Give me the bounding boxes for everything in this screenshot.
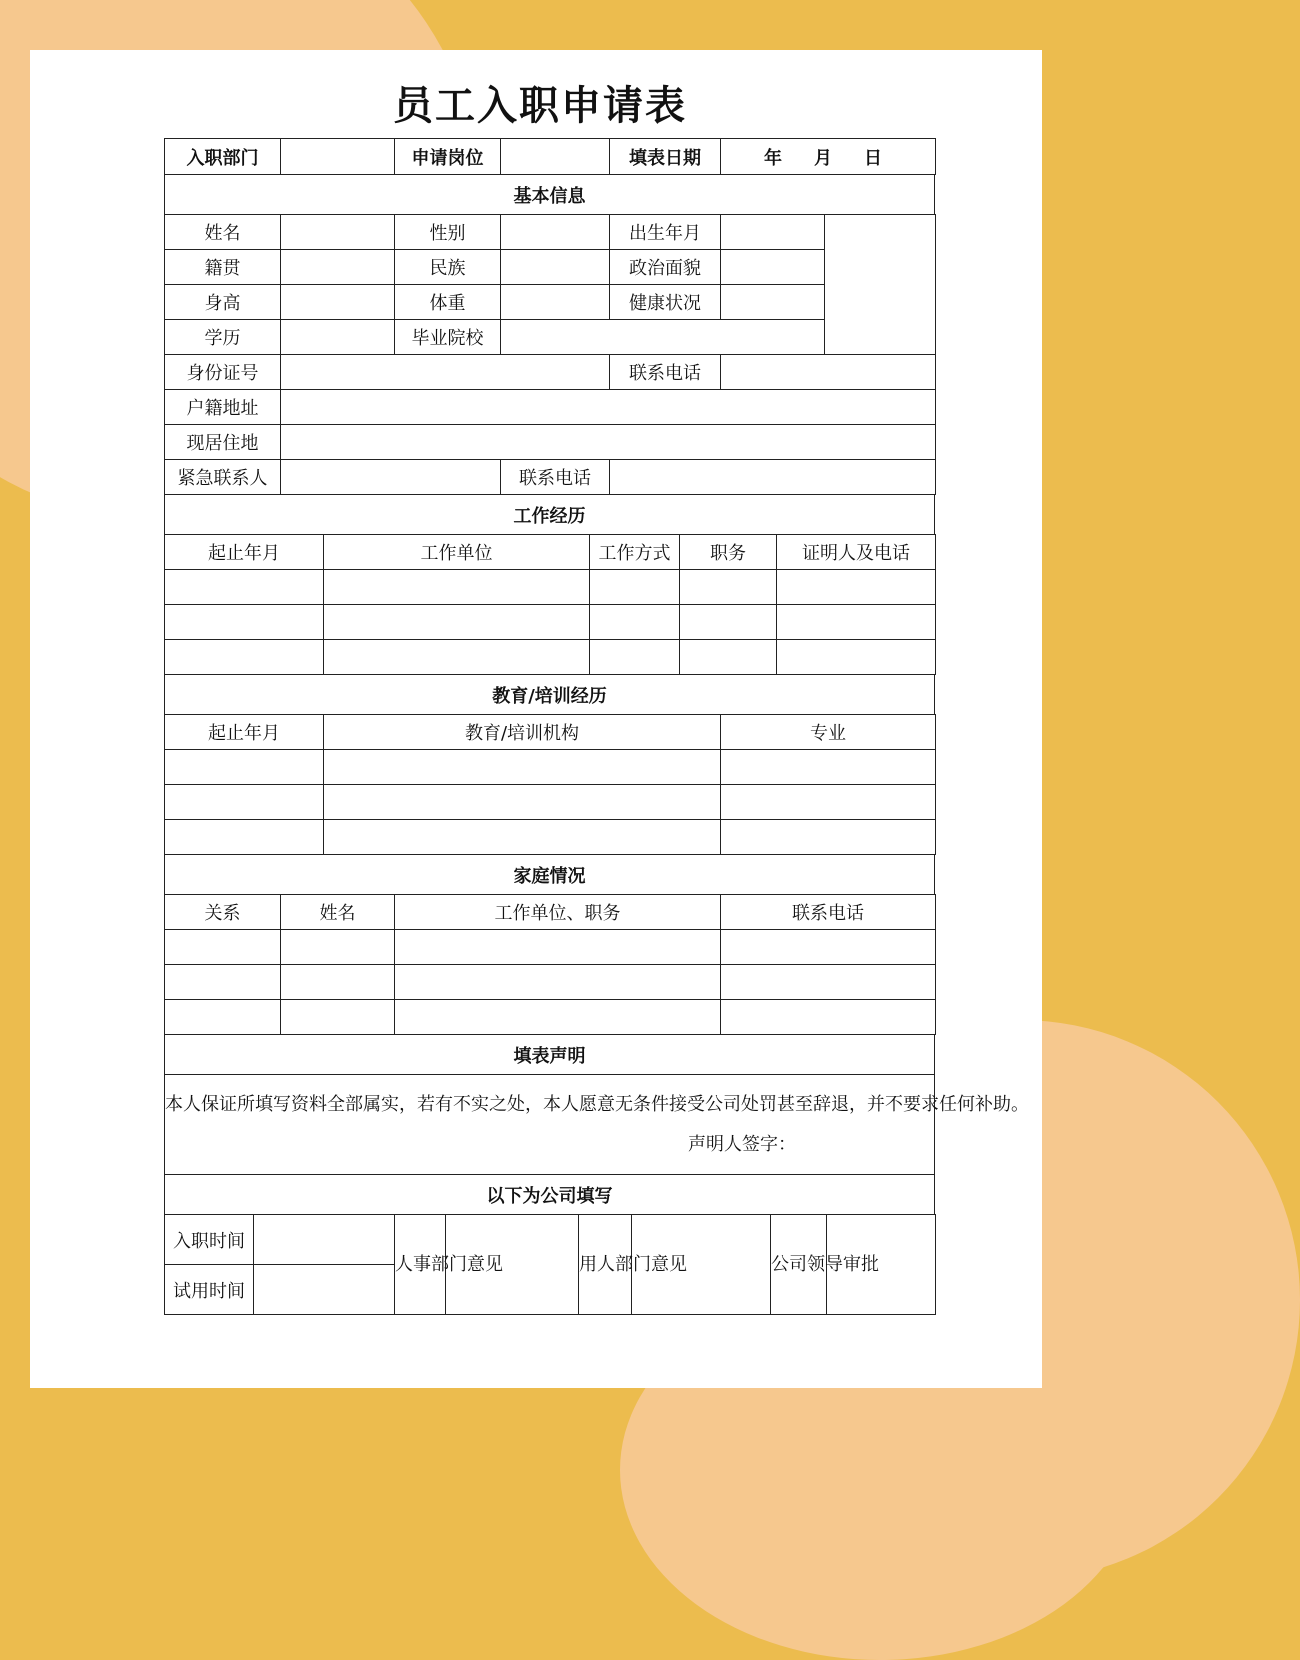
month-label: 月 [814, 147, 832, 169]
work-history-table [164, 534, 936, 675]
table-cell[interactable] [777, 570, 936, 605]
table-cell[interactable] [324, 570, 590, 605]
header-table [164, 138, 936, 175]
table-row [165, 965, 936, 1000]
edu-col-period: 起止年月 [165, 715, 324, 750]
table-cell[interactable] [777, 640, 936, 675]
table-row [165, 750, 936, 785]
application-form [164, 138, 1029, 1315]
table-cell[interactable] [721, 930, 936, 965]
ethnicity-field[interactable] [501, 250, 610, 285]
name-label: 姓名 [165, 215, 281, 250]
table-cell[interactable] [395, 1000, 721, 1035]
native-label: 籍贯 [165, 250, 281, 285]
company-heading: 以下为公司填写 [165, 1175, 935, 1215]
table-cell[interactable] [281, 965, 395, 1000]
school-label: 毕业院校 [395, 320, 501, 355]
birth-label: 出生年月 [610, 215, 721, 250]
declaration-box[interactable] [165, 1075, 1029, 1175]
table-cell[interactable] [165, 1000, 281, 1035]
health-label: 健康状况 [610, 285, 721, 320]
table-cell[interactable] [165, 750, 324, 785]
table-cell[interactable] [721, 1000, 936, 1035]
table-cell[interactable] [165, 785, 324, 820]
table-cell[interactable] [721, 785, 936, 820]
table-cell[interactable] [324, 785, 721, 820]
table-cell[interactable] [590, 640, 680, 675]
table-cell[interactable] [680, 605, 777, 640]
family-col-phone: 联系电话 [721, 895, 936, 930]
work-col-employer: 工作单位 [324, 535, 590, 570]
phone-label: 联系电话 [610, 355, 721, 390]
name-field[interactable] [281, 215, 395, 250]
declaration-heading: 填表声明 [165, 1035, 935, 1075]
table-cell[interactable] [395, 930, 721, 965]
trial-time-label: 试用时间 [165, 1265, 254, 1315]
declaration-heading-table [164, 1034, 935, 1075]
table-cell[interactable] [680, 640, 777, 675]
signature-label: 声明人签字： [688, 1133, 796, 1155]
education-heading: 教育/培训经历 [165, 675, 935, 715]
table-cell[interactable] [281, 930, 395, 965]
entry-time-field[interactable] [254, 1215, 395, 1265]
edu-heading-table [164, 674, 935, 715]
edu-col-major: 专业 [721, 715, 936, 750]
gender-label: 性别 [395, 215, 501, 250]
basic-info-table [164, 214, 936, 495]
table-cell[interactable] [721, 820, 936, 855]
company-heading-table [164, 1174, 935, 1215]
table-cell[interactable] [324, 605, 590, 640]
position-label: 申请岗位 [395, 139, 501, 175]
company-table [164, 1214, 936, 1315]
education-label: 学历 [165, 320, 281, 355]
hr-opinion-label: 人事部门意见 [395, 1215, 446, 1315]
table-cell[interactable] [395, 965, 721, 1000]
table-row [165, 820, 936, 855]
form-title: 员工入职申请表 [393, 83, 687, 129]
date-label: 填表日期 [610, 139, 721, 175]
emergency-phone-label: 联系电话 [501, 460, 610, 495]
residence-field[interactable] [281, 425, 936, 460]
emergency-label: 紧急联系人 [165, 460, 281, 495]
family-heading-table [164, 854, 935, 895]
gender-field[interactable] [501, 215, 610, 250]
year-label: 年 [764, 147, 782, 169]
political-field[interactable] [721, 250, 825, 285]
dept-field[interactable] [281, 139, 395, 175]
declaration-text: 本人保证所填写资料全部属实，若有不实之处，本人愿意无条件接受公司处罚甚至辞退，并不要求任何补助。 [165, 1093, 1029, 1115]
work-col-role: 职务 [680, 535, 777, 570]
family-col-name: 姓名 [281, 895, 395, 930]
table-cell[interactable] [165, 570, 324, 605]
birth-field[interactable] [721, 215, 825, 250]
table-cell[interactable] [777, 605, 936, 640]
ethnicity-label: 民族 [395, 250, 501, 285]
position-field[interactable] [501, 139, 610, 175]
table-cell[interactable] [165, 930, 281, 965]
work-col-type: 工作方式 [590, 535, 680, 570]
dept-label: 入职部门 [165, 139, 281, 175]
work-history-heading: 工作经历 [165, 495, 935, 535]
table-cell[interactable] [165, 820, 324, 855]
emergency-phone-field[interactable] [610, 460, 936, 495]
table-row [165, 930, 936, 965]
height-field[interactable] [281, 285, 395, 320]
family-heading: 家庭情况 [165, 855, 935, 895]
table-cell[interactable] [324, 640, 590, 675]
table-cell[interactable] [590, 605, 680, 640]
table-cell[interactable] [721, 750, 936, 785]
table-cell[interactable] [324, 750, 721, 785]
day-label: 日 [864, 147, 882, 169]
table-cell[interactable] [165, 965, 281, 1000]
table-row [165, 605, 936, 640]
phone-field[interactable] [721, 355, 936, 390]
id-number-field[interactable] [281, 355, 610, 390]
table-cell[interactable] [165, 605, 324, 640]
political-label: 政治面貌 [610, 250, 721, 285]
table-row [165, 1000, 936, 1035]
basic-heading-table [164, 174, 935, 215]
entry-time-label: 入职时间 [165, 1215, 254, 1265]
table-row [165, 640, 936, 675]
table-cell[interactable] [281, 1000, 395, 1035]
edu-col-institution: 教育/培训机构 [324, 715, 721, 750]
health-field[interactable] [721, 285, 825, 320]
weight-label: 体重 [395, 285, 501, 320]
leader-approval-label: 公司领导审批 [771, 1215, 827, 1315]
school-field[interactable] [501, 320, 825, 355]
work-col-reference: 证明人及电话 [777, 535, 936, 570]
basic-info-heading: 基本信息 [165, 175, 935, 215]
table-cell[interactable] [680, 570, 777, 605]
photo-box[interactable] [825, 215, 936, 355]
work-col-period: 起止年月 [165, 535, 324, 570]
table-cell[interactable] [324, 820, 721, 855]
id-number-label: 身份证号 [165, 355, 281, 390]
household-field[interactable] [281, 390, 936, 425]
weight-field[interactable] [501, 285, 610, 320]
family-col-employer: 工作单位、职务 [395, 895, 721, 930]
date-field[interactable] [721, 139, 936, 175]
table-cell[interactable] [165, 640, 324, 675]
education-table [164, 714, 936, 855]
trial-time-field[interactable] [254, 1265, 395, 1315]
household-label: 户籍地址 [165, 390, 281, 425]
education-field[interactable] [281, 320, 395, 355]
table-row [165, 785, 936, 820]
table-row [165, 570, 936, 605]
emergency-field[interactable] [281, 460, 501, 495]
native-field[interactable] [281, 250, 395, 285]
dept-opinion-label: 用人部门意见 [579, 1215, 632, 1315]
declaration-table [164, 1074, 1029, 1175]
residence-label: 现居住地 [165, 425, 281, 460]
table-cell[interactable] [721, 965, 936, 1000]
table-cell[interactable] [590, 570, 680, 605]
family-table [164, 894, 936, 1035]
family-col-relation: 关系 [165, 895, 281, 930]
work-heading-table [164, 494, 935, 535]
height-label: 身高 [165, 285, 281, 320]
